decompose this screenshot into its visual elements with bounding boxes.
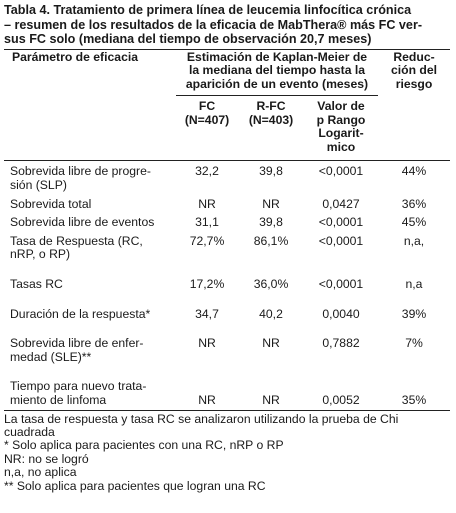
cell-pvalue: 0,7882 xyxy=(322,336,360,351)
footnote: ** Solo aplica para pacientes que logran una RC xyxy=(4,478,266,493)
cell-rfc: NR xyxy=(262,196,280,211)
cell-fc: NR xyxy=(198,336,216,351)
footnote: NR: no se logró xyxy=(4,451,89,466)
table-footnotes xyxy=(4,413,450,493)
caption-line: sus FC solo (mediana del tiempo de observación 20,7 meses) xyxy=(4,32,372,47)
table-row xyxy=(4,305,450,335)
cell-reduction: 44% xyxy=(378,161,450,195)
footnote: * Solo aplica para pacientes con una RC, nRP o RP xyxy=(4,438,284,453)
table-row xyxy=(4,195,450,214)
row-param: Duración de la respuesta* xyxy=(10,306,151,321)
cell-pvalue: <0,0001 xyxy=(304,161,378,195)
header-row xyxy=(4,49,450,95)
cell-fc: 32,2 xyxy=(176,161,238,195)
subheader-row xyxy=(4,96,450,161)
row-param: Tasas RC xyxy=(10,277,63,291)
cell-fc: 31,1 xyxy=(195,215,219,230)
row-param: Tasa de Respuesta (RC, nRP, o RP) xyxy=(10,233,143,262)
cell-rfc: 39,8 xyxy=(238,161,304,195)
footnote: n,a, no aplica xyxy=(4,465,77,480)
cell-rfc: NR xyxy=(262,336,280,351)
cell-rfc: 86,1% xyxy=(253,233,289,248)
row-param: Sobrevida total xyxy=(10,196,92,211)
caption-line: – resumen de los resultados de la eficacia de MabThera® más FC ver- xyxy=(4,17,423,32)
cell-reduction: 7% xyxy=(405,336,423,351)
cell-fc: NR xyxy=(198,196,216,211)
cell-fc: 17,2% xyxy=(189,277,225,291)
cell-rfc: 39,8 xyxy=(259,215,283,230)
cell-reduction: 39% xyxy=(401,306,427,321)
header-pvalue: Valor de p Rango Logarit- mico xyxy=(316,99,366,154)
cell-reduction: 36% xyxy=(401,196,427,211)
cell-rfc: 36,0% xyxy=(253,277,289,291)
caption-line: Tabla 4. Tratamiento de primera línea de leucemia linfocítica crónica xyxy=(4,3,412,17)
table-row xyxy=(4,275,450,305)
table-row xyxy=(4,377,450,410)
cell-pvalue: <0,0001 xyxy=(318,277,364,291)
cell-fc: NR xyxy=(176,377,238,410)
efficacy-table xyxy=(4,49,450,411)
table-row xyxy=(4,334,450,377)
document xyxy=(4,3,450,493)
cell-reduction: 35% xyxy=(378,377,450,410)
row-param: Sobrevida libre de eventos xyxy=(10,215,155,230)
row-param: Tiempo para nuevo trata- miento de linfoma xyxy=(4,377,176,410)
cell-fc: 72,7% xyxy=(189,233,225,248)
table-caption xyxy=(4,3,450,47)
header-risk-reduction: Reduc- ción del riesgo xyxy=(378,49,450,95)
header-rfc: R-FC (N=403) xyxy=(238,96,304,161)
row-param: Sobrevida libre de progre- sión (SLP) xyxy=(4,161,176,195)
table-row xyxy=(4,161,450,195)
header-param: Parámetro de eficacia xyxy=(4,49,176,95)
cell-reduction: n,a, xyxy=(403,233,425,248)
cell-fc: 34,7 xyxy=(195,306,219,321)
table-row xyxy=(4,232,450,275)
table-row xyxy=(4,213,450,232)
cell-reduction: 45% xyxy=(401,215,427,230)
row-param: Sobrevida libre de enfer- medad (SLE)** xyxy=(10,336,144,364)
footnote: cuadrada xyxy=(4,424,55,439)
cell-pvalue: <0,0001 xyxy=(318,215,364,230)
cell-pvalue: 0,0427 xyxy=(322,196,360,211)
cell-pvalue: <0,0001 xyxy=(318,233,364,248)
cell-rfc: 40,2 xyxy=(259,306,283,321)
header-kaplan-meier: Estimación de Kaplan-Meier de la mediana del tiempo hasta la aparición de un evento (meses) xyxy=(176,49,378,95)
cell-pvalue: 0,0052 xyxy=(304,377,378,410)
footnote: La tasa de respuesta y tasa RC se analizaron utilizando la prueba de Chi xyxy=(4,411,399,426)
header-fc: FC (N=407) xyxy=(176,96,238,161)
cell-rfc: NR xyxy=(238,377,304,410)
cell-reduction: n,a xyxy=(405,277,423,291)
cell-pvalue: 0,0040 xyxy=(322,306,360,321)
